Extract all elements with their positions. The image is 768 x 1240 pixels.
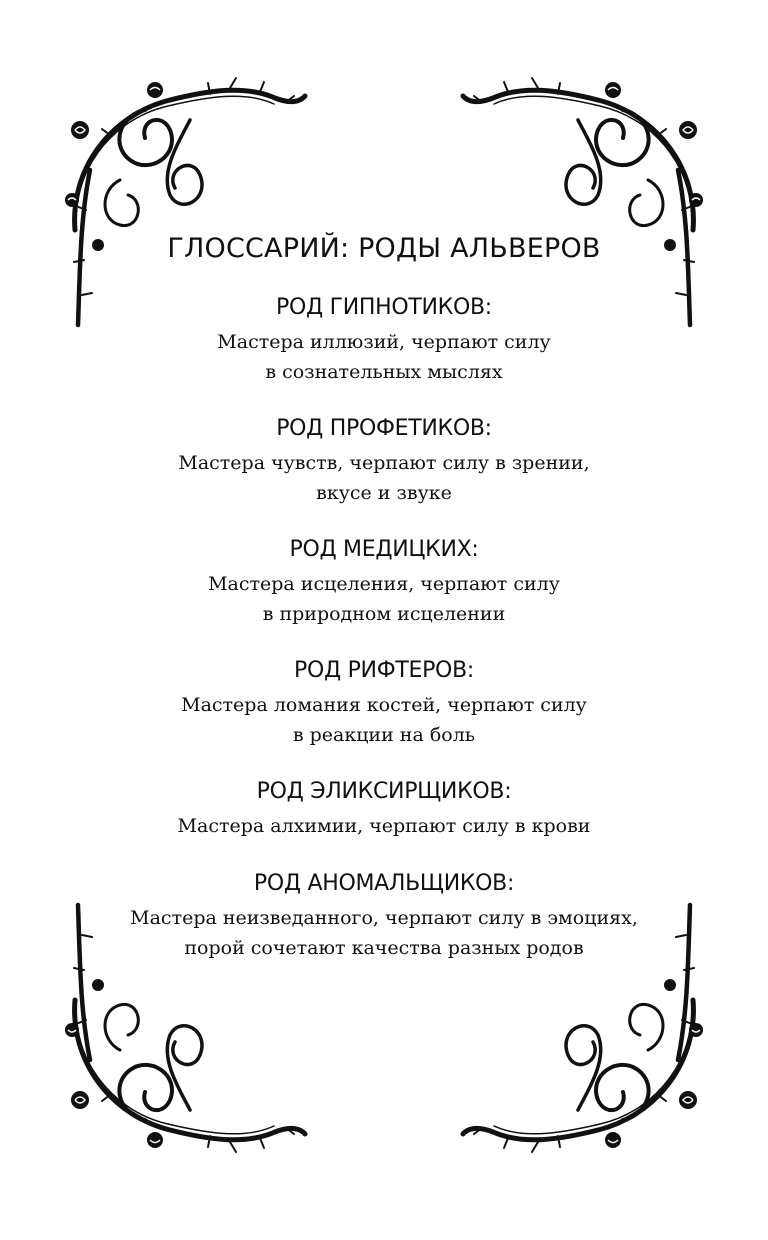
vine-ornament-graphic	[50, 60, 320, 330]
vine-ornament-graphic	[448, 60, 718, 330]
glossary-entry-medics	[0, 535, 768, 629]
glossary-entry-rifters	[0, 656, 768, 750]
entry-description: Мастера чувств, черпают силу в зрении, вкусе и звуке	[178, 452, 590, 504]
entry-heading: РОД РИФТЕРОВ:	[294, 658, 474, 683]
glossary-entry-elixirists	[0, 777, 768, 841]
glossary-entry-hypnotics	[0, 293, 768, 387]
glossary-entry-prophetics	[0, 414, 768, 508]
top-left-vine-ornament-icon	[50, 60, 320, 330]
entry-description: Мастера неизведанного, черпают силу в эмоциях, порой сочетают качества разных родов	[130, 907, 638, 959]
entry-heading: РОД ГИПНОТИКОВ:	[276, 295, 492, 320]
top-right-vine-ornament-icon	[448, 60, 718, 330]
page-title: ГЛОССАРИЙ: РОДЫ АЛЬВЕРОВ	[167, 233, 601, 264]
entry-description: Мастера исцеления, черпают силу в природном исцелении	[208, 573, 560, 625]
entry-heading: РОД ЭЛИКСИРЩИКОВ:	[256, 779, 512, 804]
entry-description: Мастера ломания костей, черпают силу в реакции на боль	[181, 694, 587, 746]
entry-heading: РОД АНОМАЛЬЩИКОВ:	[253, 871, 515, 896]
entry-heading: РОД МЕДИЦКИХ:	[289, 537, 479, 562]
glossary-entry-anomalists	[0, 869, 768, 963]
entry-heading: РОД ПРОФЕТИКОВ:	[276, 416, 492, 441]
entry-description: Мастера алхимии, черпают силу в крови	[177, 815, 591, 837]
entry-description: Мастера иллюзий, черпают силу в сознательных мыслях	[217, 331, 551, 383]
